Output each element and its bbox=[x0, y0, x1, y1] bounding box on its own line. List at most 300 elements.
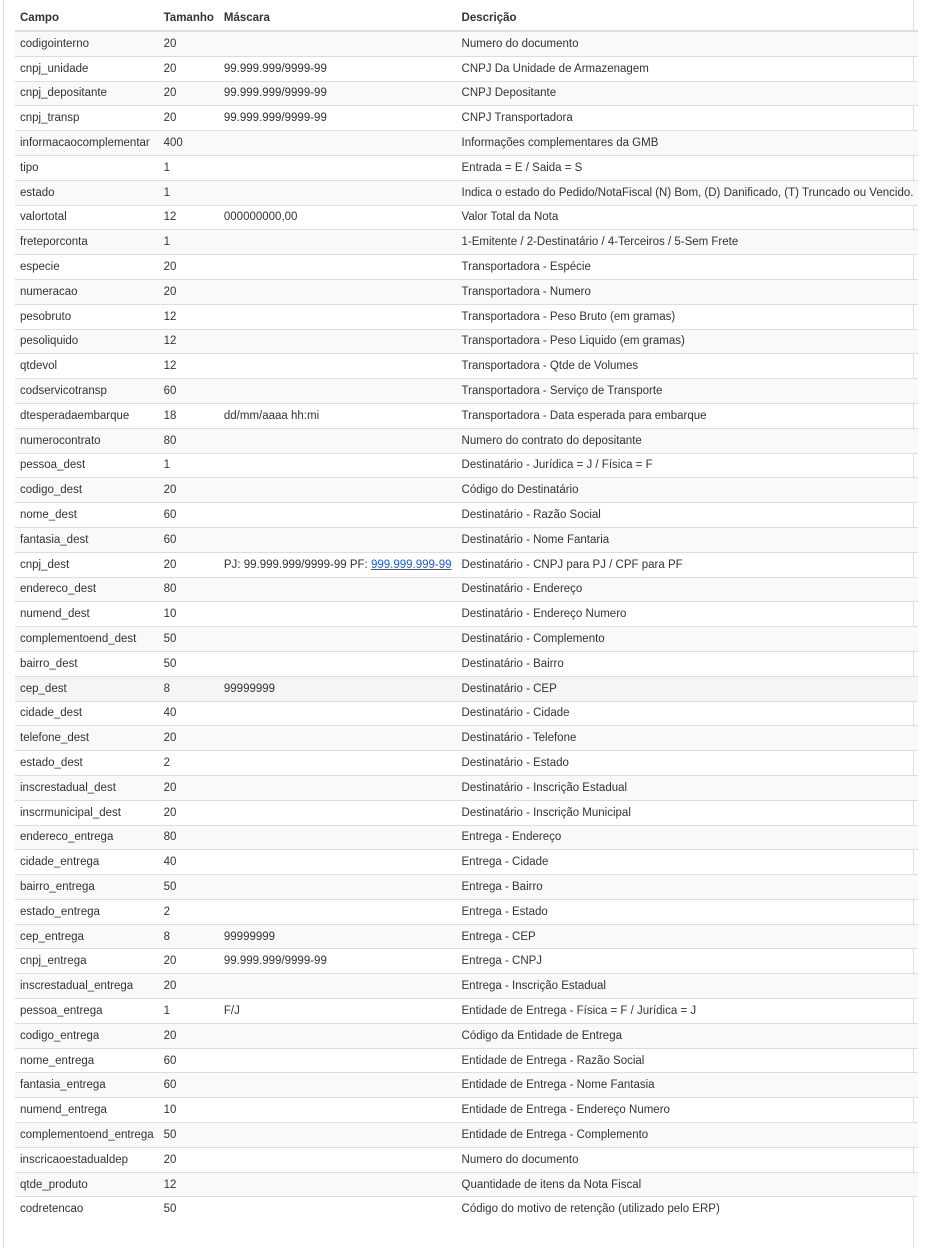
field-description-text: Entidade de Entrega - Razão Social bbox=[461, 1054, 645, 1067]
field-size-text: 12 bbox=[163, 310, 177, 323]
field-name-text: estado_dest bbox=[20, 757, 83, 769]
field-name-text: valortotal bbox=[20, 211, 67, 224]
field-mask bbox=[219, 850, 457, 875]
field-size bbox=[159, 453, 219, 478]
field-name-text: pessoa_dest bbox=[20, 459, 86, 472]
table-row bbox=[15, 676, 918, 701]
field-name-text: pesobruto bbox=[20, 310, 72, 323]
field-name bbox=[15, 1172, 159, 1197]
table-row bbox=[15, 304, 918, 329]
field-size bbox=[159, 577, 219, 602]
field-name-text: numeracao bbox=[20, 285, 78, 298]
field-size bbox=[159, 701, 219, 726]
field-description-text: Entidade de Entrega - Física = F / Jurídica = J bbox=[461, 1004, 697, 1017]
field-description bbox=[457, 304, 919, 329]
table-row bbox=[15, 825, 918, 850]
field-description bbox=[457, 31, 919, 56]
header-campo: Campo bbox=[15, 6, 159, 31]
field-size-text: 50 bbox=[163, 880, 177, 893]
field-size bbox=[159, 899, 219, 924]
field-name-text: bairro_dest bbox=[20, 657, 78, 670]
field-name-text: cnpj_depositante bbox=[20, 87, 107, 100]
field-name bbox=[15, 627, 159, 652]
field-size bbox=[159, 403, 219, 428]
field-mask bbox=[219, 180, 457, 205]
table-row bbox=[15, 1147, 918, 1172]
field-name-text: numend_entrega bbox=[20, 1104, 107, 1117]
field-name-text: codretencao bbox=[20, 1203, 84, 1216]
field-mask-text: PJ: 99.999.999/9999-99 PF: bbox=[223, 558, 371, 571]
field-size-text: 20 bbox=[163, 62, 177, 75]
table-row bbox=[15, 775, 918, 800]
field-description-text: Destinatário - Razão Social bbox=[461, 509, 601, 522]
field-size-text: 40 bbox=[163, 707, 177, 720]
field-mask bbox=[219, 155, 457, 180]
field-mask-text: 99.999.999/9999-99 bbox=[223, 112, 327, 125]
field-name bbox=[15, 999, 159, 1024]
field-size-text: 1 bbox=[163, 161, 171, 174]
table-row bbox=[15, 503, 918, 528]
field-size-text: 1 bbox=[163, 236, 171, 249]
field-description-text: Destinatário - Endereço bbox=[461, 583, 583, 596]
field-description bbox=[457, 478, 919, 503]
field-mask bbox=[219, 701, 457, 726]
field-name-text: codigointerno bbox=[20, 37, 90, 50]
field-name-text: estado bbox=[20, 186, 55, 199]
field-description-text: Transportadora - Numero bbox=[461, 285, 591, 298]
table-row bbox=[15, 1123, 918, 1148]
field-mask bbox=[219, 304, 457, 329]
table-row bbox=[15, 875, 918, 900]
field-description-text: Entrega - CNPJ bbox=[461, 955, 543, 968]
table-row bbox=[15, 577, 918, 602]
field-description bbox=[457, 751, 919, 776]
field-name bbox=[15, 478, 159, 503]
field-description bbox=[457, 354, 919, 379]
field-description bbox=[457, 627, 919, 652]
field-mask bbox=[219, 56, 457, 81]
field-name-text: endereco_dest bbox=[20, 583, 97, 596]
field-name-text: numerocontrato bbox=[20, 434, 101, 447]
field-size bbox=[159, 379, 219, 404]
field-mask bbox=[219, 131, 457, 156]
field-name bbox=[15, 1098, 159, 1123]
field-size-text: 20 bbox=[163, 781, 177, 794]
field-mask bbox=[219, 106, 457, 131]
field-size-text: 20 bbox=[163, 806, 177, 819]
field-name bbox=[15, 577, 159, 602]
table-row bbox=[15, 899, 918, 924]
table-row bbox=[15, 1073, 918, 1098]
field-description-text: Destinatário - Endereço Numero bbox=[461, 608, 627, 621]
field-description bbox=[457, 775, 919, 800]
field-mask bbox=[219, 428, 457, 453]
field-description bbox=[457, 726, 919, 751]
field-size bbox=[159, 924, 219, 949]
field-name bbox=[15, 651, 159, 676]
field-mask-text: 99999999 bbox=[223, 682, 276, 695]
field-description-text: Destinatário - Inscrição Municipal bbox=[461, 806, 631, 819]
pf-mask-link[interactable]: 999.999.999-99 bbox=[370, 558, 452, 571]
field-name-text: complementoend_entrega bbox=[20, 1128, 154, 1141]
field-size-text: 20 bbox=[163, 112, 177, 125]
field-description-text: Numero do documento bbox=[461, 1153, 579, 1166]
field-size-text: 10 bbox=[163, 1104, 177, 1117]
field-description bbox=[457, 428, 919, 453]
field-mask bbox=[219, 577, 457, 602]
field-mask bbox=[219, 800, 457, 825]
field-name-text: qtdevol bbox=[20, 360, 58, 373]
field-description-text: Entrega - Estado bbox=[461, 905, 548, 918]
field-description bbox=[457, 56, 919, 81]
field-name bbox=[15, 329, 159, 354]
field-description bbox=[457, 403, 919, 428]
field-name-text: tipo bbox=[20, 161, 39, 174]
table-row bbox=[15, 1197, 918, 1221]
field-description bbox=[457, 800, 919, 825]
field-name-text: freteporconta bbox=[20, 236, 88, 249]
field-size-text: 400 bbox=[163, 137, 183, 150]
field-description bbox=[457, 180, 919, 205]
field-description bbox=[457, 503, 919, 528]
field-description-text: Entrega - Inscrição Estadual bbox=[461, 980, 606, 993]
field-description-text: CNPJ Transportadora bbox=[461, 112, 573, 125]
field-name-text: cnpj_unidade bbox=[20, 62, 89, 75]
table-row bbox=[15, 602, 918, 627]
field-size-text: 10 bbox=[163, 608, 177, 621]
field-description-text: Valor Total da Nota bbox=[461, 211, 559, 224]
field-description bbox=[457, 577, 919, 602]
table-row bbox=[15, 701, 918, 726]
table-row bbox=[15, 800, 918, 825]
field-name bbox=[15, 899, 159, 924]
field-size bbox=[159, 205, 219, 230]
field-mask bbox=[219, 453, 457, 478]
field-size bbox=[159, 751, 219, 776]
field-size-text: 20 bbox=[163, 1029, 177, 1042]
field-name bbox=[15, 453, 159, 478]
field-name-text: qtde_produto bbox=[20, 1178, 88, 1191]
field-name bbox=[15, 1147, 159, 1172]
field-size-text: 1 bbox=[163, 1004, 171, 1017]
field-mask bbox=[219, 949, 457, 974]
field-name bbox=[15, 205, 159, 230]
field-size-text: 60 bbox=[163, 509, 177, 522]
table-row bbox=[15, 155, 918, 180]
field-name bbox=[15, 56, 159, 81]
table-header-row bbox=[15, 6, 918, 31]
field-size bbox=[159, 329, 219, 354]
field-name bbox=[15, 751, 159, 776]
field-size-text: 20 bbox=[163, 37, 177, 50]
field-size bbox=[159, 255, 219, 280]
field-size bbox=[159, 428, 219, 453]
field-name bbox=[15, 230, 159, 255]
field-name bbox=[15, 875, 159, 900]
field-mask bbox=[219, 255, 457, 280]
field-mask bbox=[219, 775, 457, 800]
field-mask bbox=[219, 825, 457, 850]
table-row bbox=[15, 81, 918, 106]
field-description bbox=[457, 279, 919, 304]
field-description bbox=[457, 1023, 919, 1048]
field-name-text: bairro_entrega bbox=[20, 880, 95, 893]
fields-table bbox=[15, 6, 918, 1221]
field-size-text: 20 bbox=[163, 285, 177, 298]
field-size-text: 12 bbox=[163, 360, 177, 373]
field-size bbox=[159, 552, 219, 577]
table-row bbox=[15, 106, 918, 131]
field-name bbox=[15, 428, 159, 453]
field-name bbox=[15, 1048, 159, 1073]
field-description bbox=[457, 453, 919, 478]
field-name-text: inscrmunicipal_dest bbox=[20, 806, 121, 819]
field-name bbox=[15, 825, 159, 850]
field-name bbox=[15, 602, 159, 627]
field-size-text: 50 bbox=[163, 633, 177, 646]
field-size-text: 20 bbox=[163, 955, 177, 968]
field-description-text: Destinatário - Telefone bbox=[461, 732, 577, 745]
field-description bbox=[457, 974, 919, 999]
field-description-text: Entrega - Bairro bbox=[461, 880, 543, 893]
field-size-text: 2 bbox=[163, 757, 171, 769]
field-description bbox=[457, 1098, 919, 1123]
field-description-text: Quantidade de itens da Nota Fiscal bbox=[461, 1178, 642, 1191]
field-description-text: Destinatário - CEP bbox=[461, 682, 557, 695]
field-size bbox=[159, 949, 219, 974]
field-name bbox=[15, 403, 159, 428]
field-size bbox=[159, 503, 219, 528]
field-name-text: inscrestadual_entrega bbox=[20, 980, 134, 993]
field-name-text: inscrestadual_dest bbox=[20, 781, 116, 794]
field-description-text: Numero do documento bbox=[461, 37, 579, 50]
field-size-text: 1 bbox=[163, 459, 171, 472]
field-description bbox=[457, 850, 919, 875]
field-size-text: 50 bbox=[163, 657, 177, 670]
table-row bbox=[15, 1048, 918, 1073]
field-mask bbox=[219, 379, 457, 404]
table-row bbox=[15, 428, 918, 453]
table-row bbox=[15, 329, 918, 354]
field-mask bbox=[219, 1197, 457, 1221]
field-size bbox=[159, 1172, 219, 1197]
field-mask-text: 000000000,00 bbox=[223, 211, 298, 224]
field-size-text: 12 bbox=[163, 1178, 177, 1191]
field-description bbox=[457, 999, 919, 1024]
table-row bbox=[15, 230, 918, 255]
table-row bbox=[15, 850, 918, 875]
field-name-text: estado_entrega bbox=[20, 905, 100, 918]
field-size-text: 12 bbox=[163, 335, 177, 348]
field-name bbox=[15, 106, 159, 131]
field-size-text: 20 bbox=[163, 87, 177, 100]
field-name-text: cidade_dest bbox=[20, 707, 83, 720]
field-description-text: Transportadora - Espécie bbox=[461, 261, 591, 274]
field-name-text: telefone_dest bbox=[20, 732, 90, 745]
field-name bbox=[15, 131, 159, 156]
field-description-text: Entidade de Entrega - Endereço Numero bbox=[461, 1104, 670, 1117]
field-size-text: 50 bbox=[163, 1128, 177, 1141]
field-description-text: Indica o estado do Pedido/NotaFiscal (N) Bom, (D) Danificado, (T) Truncado ou Vencido. bbox=[461, 186, 914, 199]
field-size-text: 60 bbox=[163, 1054, 177, 1067]
field-size bbox=[159, 676, 219, 701]
field-name bbox=[15, 949, 159, 974]
field-description-text: Transportadora - Peso Liquido (em gramas) bbox=[461, 335, 685, 348]
table-row bbox=[15, 651, 918, 676]
field-size-text: 80 bbox=[163, 583, 177, 596]
field-description bbox=[457, 205, 919, 230]
field-size bbox=[159, 1098, 219, 1123]
field-description bbox=[457, 676, 919, 701]
table-row bbox=[15, 1098, 918, 1123]
field-size bbox=[159, 651, 219, 676]
table-row bbox=[15, 1172, 918, 1197]
field-description-text: Entrega - Endereço bbox=[461, 831, 562, 844]
field-description-text: CNPJ Depositante bbox=[461, 87, 557, 100]
field-description-text: Transportadora - Serviço de Transporte bbox=[461, 385, 663, 398]
field-size bbox=[159, 131, 219, 156]
field-description-text: Destinatário - Estado bbox=[461, 757, 569, 769]
field-name-text: endereco_entrega bbox=[20, 831, 114, 844]
field-name bbox=[15, 1123, 159, 1148]
table-row bbox=[15, 924, 918, 949]
field-mask bbox=[219, 1098, 457, 1123]
field-mask bbox=[219, 999, 457, 1024]
field-mask-text: 99.999.999/9999-99 bbox=[223, 955, 327, 968]
table-row bbox=[15, 354, 918, 379]
field-name-text: cep_entrega bbox=[20, 930, 84, 943]
header-descricao: Descrição bbox=[457, 6, 919, 31]
field-description bbox=[457, 379, 919, 404]
field-description-text: Destinatário - Complemento bbox=[461, 633, 605, 646]
table-row bbox=[15, 1023, 918, 1048]
field-mask-text: dd/mm/aaaa hh:mi bbox=[223, 409, 320, 422]
field-description-text: Destinatário - CNPJ para PJ / CPF para PF bbox=[461, 558, 683, 571]
field-name bbox=[15, 850, 159, 875]
field-description-text: Numero do contrato do depositante bbox=[461, 434, 642, 447]
field-description bbox=[457, 1172, 919, 1197]
field-mask bbox=[219, 899, 457, 924]
field-name-text: informacaocomplementar bbox=[20, 137, 150, 150]
field-size bbox=[159, 56, 219, 81]
field-mask bbox=[219, 478, 457, 503]
field-mask bbox=[219, 875, 457, 900]
field-name bbox=[15, 527, 159, 552]
field-name bbox=[15, 800, 159, 825]
field-name bbox=[15, 726, 159, 751]
field-name bbox=[15, 81, 159, 106]
field-name-text: nome_entrega bbox=[20, 1054, 95, 1067]
field-name bbox=[15, 1197, 159, 1221]
table-row bbox=[15, 527, 918, 552]
field-description-text: Destinatário - Inscrição Estadual bbox=[461, 781, 628, 794]
field-mask bbox=[219, 602, 457, 627]
field-name bbox=[15, 552, 159, 577]
table-row bbox=[15, 131, 918, 156]
field-name-text: nome_dest bbox=[20, 509, 77, 522]
field-size bbox=[159, 81, 219, 106]
table-row bbox=[15, 751, 918, 776]
field-name-text: codigo_entrega bbox=[20, 1029, 100, 1042]
field-size bbox=[159, 478, 219, 503]
field-size bbox=[159, 875, 219, 900]
field-description-text: CNPJ Da Unidade de Armazenagem bbox=[461, 62, 649, 75]
field-size-text: 60 bbox=[163, 1079, 177, 1092]
field-size-text: 12 bbox=[163, 211, 177, 224]
field-name bbox=[15, 379, 159, 404]
field-description-text: 1-Emitente / 2-Destinatário / 4-Terceiros / 5-Sem Frete bbox=[461, 236, 739, 249]
field-description bbox=[457, 255, 919, 280]
field-size-text: 8 bbox=[163, 682, 171, 695]
field-mask bbox=[219, 1172, 457, 1197]
field-description-text: Entidade de Entrega - Complemento bbox=[461, 1128, 649, 1141]
field-name-text: codigo_dest bbox=[20, 484, 83, 497]
field-description-text: Transportadora - Data esperada para embarque bbox=[461, 409, 707, 422]
field-size-text: 20 bbox=[163, 558, 177, 571]
field-description-text: Entrega - CEP bbox=[461, 930, 536, 943]
field-name bbox=[15, 503, 159, 528]
table-row bbox=[15, 255, 918, 280]
field-description bbox=[457, 329, 919, 354]
table-row bbox=[15, 180, 918, 205]
field-description bbox=[457, 651, 919, 676]
field-size bbox=[159, 31, 219, 56]
field-name-text: complementoend_dest bbox=[20, 633, 137, 646]
field-mask bbox=[219, 503, 457, 528]
field-mask bbox=[219, 354, 457, 379]
field-size-text: 40 bbox=[163, 856, 177, 869]
field-name-text: codservicotransp bbox=[20, 385, 107, 398]
field-name bbox=[15, 31, 159, 56]
field-size bbox=[159, 279, 219, 304]
field-description-text: Código da Entidade de Entrega bbox=[461, 1029, 622, 1042]
field-size-text: 60 bbox=[163, 385, 177, 398]
field-description-text: Transportadora - Qtde de Volumes bbox=[461, 360, 639, 373]
field-size bbox=[159, 106, 219, 131]
field-name bbox=[15, 775, 159, 800]
table-row bbox=[15, 974, 918, 999]
field-mask bbox=[219, 1048, 457, 1073]
table-row bbox=[15, 379, 918, 404]
field-size bbox=[159, 1048, 219, 1073]
field-name bbox=[15, 701, 159, 726]
table-row bbox=[15, 56, 918, 81]
field-size bbox=[159, 527, 219, 552]
field-size-text: 80 bbox=[163, 434, 177, 447]
field-description bbox=[457, 131, 919, 156]
field-size bbox=[159, 1123, 219, 1148]
field-description bbox=[457, 1147, 919, 1172]
table-row bbox=[15, 726, 918, 751]
field-description bbox=[457, 1048, 919, 1073]
table-row bbox=[15, 453, 918, 478]
table-row bbox=[15, 478, 918, 503]
field-description-text: Código do motivo de retenção (utilizado pelo ERP) bbox=[461, 1203, 720, 1216]
field-description bbox=[457, 552, 919, 577]
field-size bbox=[159, 850, 219, 875]
field-mask-text: 99.999.999/9999-99 bbox=[223, 62, 327, 75]
field-size-text: 50 bbox=[163, 1203, 177, 1216]
field-mask-text: F/J bbox=[223, 1004, 240, 1017]
field-name-text: inscricaoestadualdep bbox=[20, 1153, 129, 1166]
field-description bbox=[457, 1197, 919, 1221]
field-description-text: Destinatário - Bairro bbox=[461, 657, 564, 670]
table-row bbox=[15, 999, 918, 1024]
field-mask bbox=[219, 527, 457, 552]
field-description bbox=[457, 1073, 919, 1098]
field-name bbox=[15, 974, 159, 999]
field-mask bbox=[219, 230, 457, 255]
